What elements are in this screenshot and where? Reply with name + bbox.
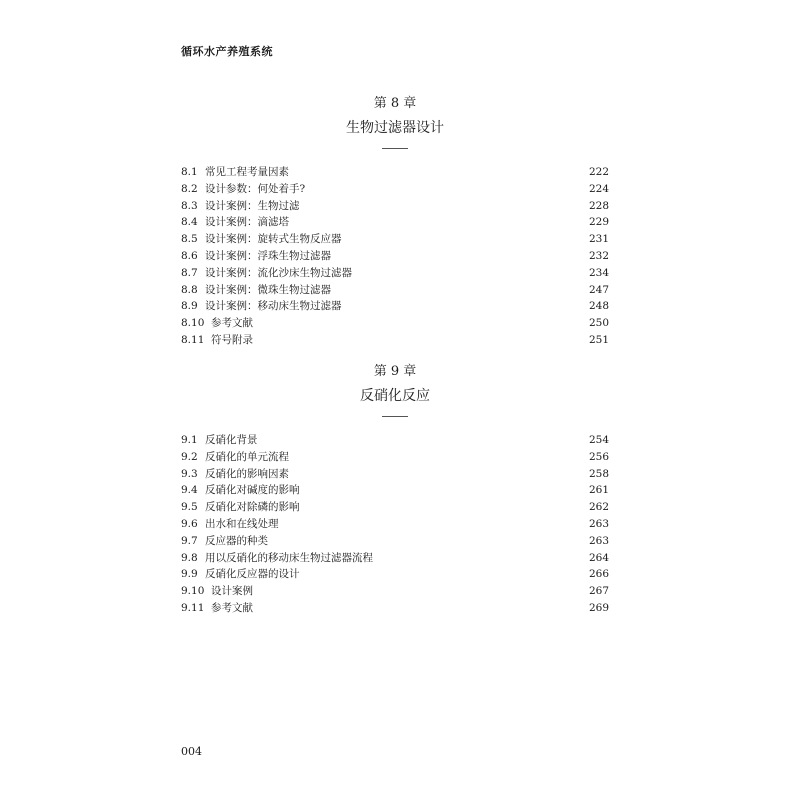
toc-entry-number: 9.11 [181, 601, 205, 614]
toc-entry-number: 9.8 [181, 551, 198, 564]
toc-entry-title: 设计案例：滴滤塔 [205, 216, 289, 229]
toc-entry-number: 8.3 [181, 199, 198, 212]
toc-entry[interactable] [181, 164, 609, 181]
toc-entry[interactable] [181, 482, 609, 499]
chapter-rule [382, 148, 408, 149]
toc-entry-title: 反硝化对除磷的影响 [205, 501, 300, 514]
toc-entry-page: 247 [588, 283, 609, 296]
toc-entry-number: 8.5 [181, 233, 198, 246]
toc-entry-number: 8.9 [181, 300, 198, 313]
toc-entry[interactable] [181, 265, 609, 282]
toc-entry[interactable] [181, 298, 609, 315]
toc-entry-page: 234 [588, 266, 609, 279]
toc-entry-page: 224 [588, 182, 609, 195]
toc-entry[interactable] [181, 583, 609, 600]
toc-entry-number: 9.7 [181, 534, 198, 547]
toc-entry-title: 常见工程考量因素 [205, 166, 289, 178]
toc-entry[interactable] [181, 449, 609, 466]
toc-entry-title: 反硝化背景 [205, 434, 258, 446]
toc-entry-page: 232 [588, 249, 609, 262]
toc-entry-title: 反硝化反应器的设计 [205, 568, 300, 581]
toc-entry[interactable] [181, 466, 609, 483]
toc-chapter-8 [181, 164, 609, 349]
chapter-rule [382, 416, 408, 417]
toc-entry[interactable] [181, 198, 609, 215]
toc-entry[interactable] [181, 550, 609, 567]
running-head: 循环水产养殖系统 [181, 45, 273, 58]
toc-entry-title: 设计案例：微珠生物过滤器 [205, 283, 331, 296]
toc-entry-page: 248 [588, 300, 609, 313]
toc-entry-title: 出水和在线处理 [205, 517, 279, 530]
toc-entry[interactable] [181, 600, 609, 617]
toc-entry[interactable] [181, 432, 609, 449]
toc-entry-page: 254 [588, 434, 609, 446]
chapter-8-heading [181, 96, 609, 149]
chapter-title: 反硝化反应 [360, 388, 430, 404]
toc-entry-page: 228 [588, 199, 609, 212]
toc-entry-title: 设计案例：移动床生物过滤器 [205, 300, 342, 313]
toc-entry-page: 258 [588, 467, 609, 480]
toc-entry-number: 9.4 [181, 484, 198, 497]
toc-entry[interactable] [181, 282, 609, 299]
toc-entry[interactable] [181, 499, 609, 516]
toc-entry-number: 9.10 [181, 585, 205, 598]
toc-entry-title: 设计案例：旋转式生物反应器 [205, 233, 342, 246]
toc-entry-title: 设计案例：生物过滤 [205, 199, 300, 212]
chapter-number: 第 9 章 [373, 364, 417, 379]
toc-entry-number: 8.8 [181, 283, 198, 296]
toc-entry-title: 反硝化的单元流程 [205, 450, 289, 463]
toc-entry[interactable] [181, 214, 609, 231]
toc-entry-number: 9.5 [181, 501, 198, 514]
toc-entry-number: 9.6 [181, 517, 198, 530]
toc-entry-title: 设计案例：流化沙床生物过滤器 [205, 266, 352, 279]
toc-entry-page: 229 [588, 216, 609, 229]
toc-entry[interactable] [181, 566, 609, 583]
toc-entry-title: 参考文献 [211, 317, 253, 330]
toc-entry-page: 250 [588, 317, 609, 330]
toc-entry-page: 263 [588, 534, 609, 547]
toc-chapter-9 [181, 432, 609, 617]
toc-entry-title: 反硝化对碱度的影响 [205, 484, 300, 497]
chapter-title: 生物过滤器设计 [346, 120, 444, 136]
toc-entry-number: 8.10 [181, 317, 205, 330]
chapter-number: 第 8 章 [373, 96, 417, 111]
toc-entry-number: 8.6 [181, 249, 198, 262]
toc-entry[interactable] [181, 533, 609, 550]
toc-entry[interactable] [181, 332, 609, 349]
toc-entry-page: 256 [588, 450, 609, 463]
toc-entry-title: 反应器的种类 [205, 534, 268, 547]
toc-entry-page: 251 [588, 333, 609, 346]
toc-entry-page: 267 [588, 585, 609, 598]
toc-entry-page: 222 [588, 166, 609, 178]
toc-entry-title: 反硝化的影响因素 [205, 467, 289, 480]
toc-entry-number: 9.9 [181, 568, 198, 581]
toc-entry[interactable] [181, 231, 609, 248]
toc-entry-number: 9.3 [181, 467, 198, 480]
toc-entry-number: 9.1 [181, 434, 198, 446]
toc-entry[interactable] [181, 248, 609, 265]
toc-entry-title: 设计案例：浮珠生物过滤器 [205, 249, 331, 262]
toc-entry-number: 8.7 [181, 266, 198, 279]
toc-entry-page: 266 [588, 568, 609, 581]
toc-entry-page: 261 [588, 484, 609, 497]
toc-entry-page: 263 [588, 517, 609, 530]
toc-entry[interactable] [181, 315, 609, 332]
toc-entry-title: 用以反硝化的移动床生物过滤器流程 [205, 551, 373, 564]
toc-entry-page: 264 [588, 551, 609, 564]
toc-entry-title: 参考文献 [211, 601, 253, 614]
toc-entry-number: 8.4 [181, 216, 198, 229]
page-number: 004 [181, 745, 202, 758]
toc-entry-page: 231 [588, 233, 609, 246]
toc-entry-number: 9.2 [181, 450, 198, 463]
toc-entry-number: 8.11 [181, 333, 205, 346]
toc-entry-title: 符号附录 [211, 333, 253, 346]
toc-entry-page: 269 [588, 601, 609, 614]
toc-entry-title: 设计案例 [211, 585, 253, 598]
toc-entry-page: 262 [588, 501, 609, 514]
toc-entry[interactable] [181, 181, 609, 198]
toc-entry-number: 8.1 [181, 166, 198, 178]
toc-entry-number: 8.2 [181, 182, 198, 195]
toc-entry-title: 设计参数：何处着手? [205, 182, 306, 195]
toc-entry[interactable] [181, 516, 609, 533]
chapter-9-heading [181, 364, 609, 417]
